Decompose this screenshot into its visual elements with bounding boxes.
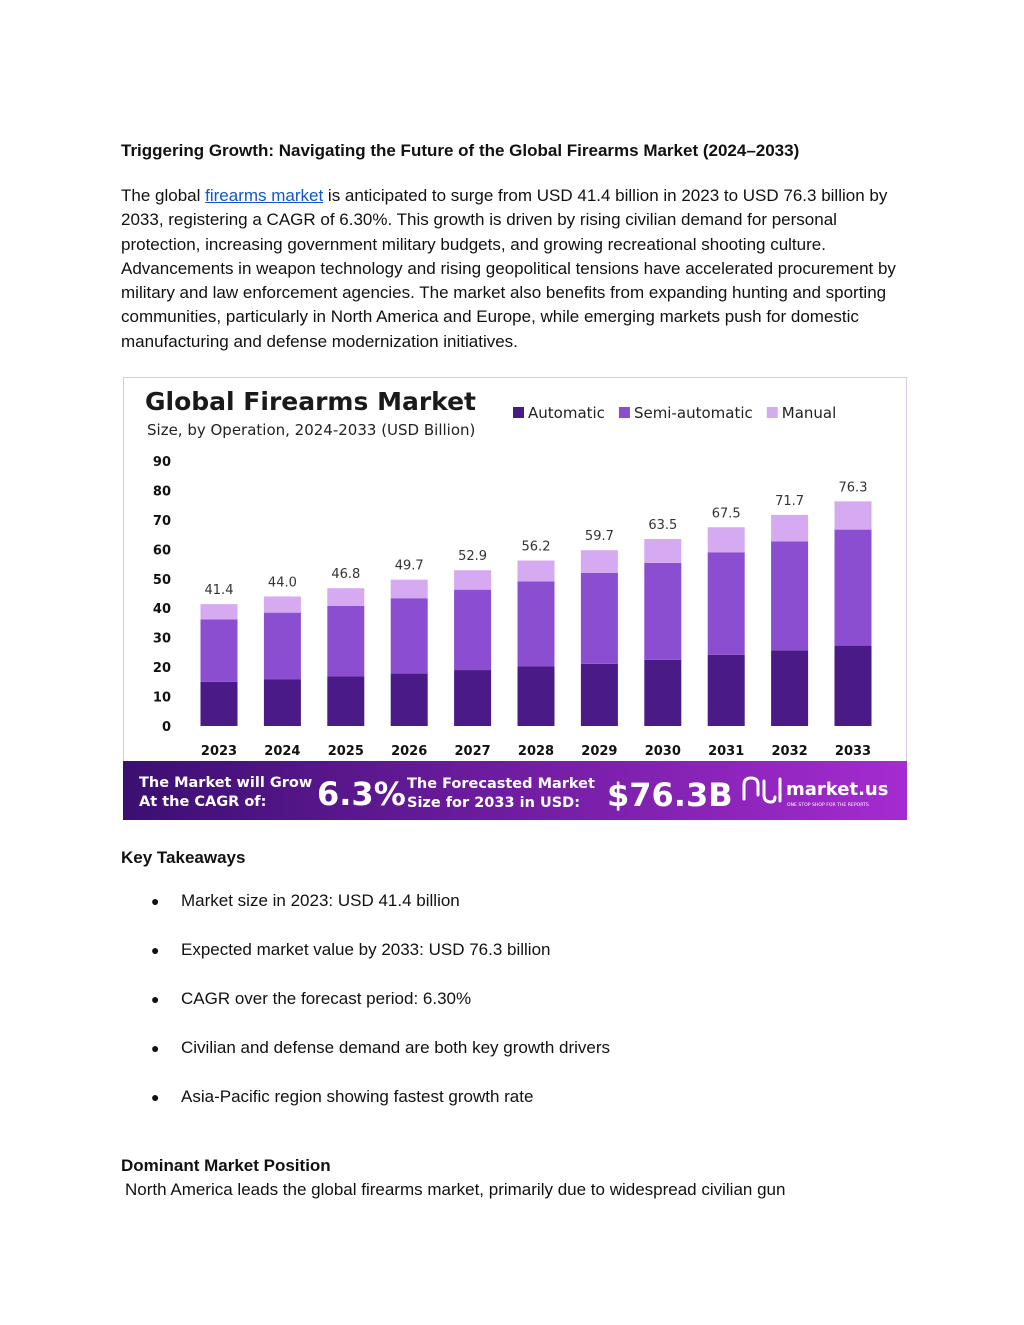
list-item [121,987,610,1036]
bar-segment-manual [454,570,491,589]
banner-grow-line2: At the CAGR of: [139,794,267,810]
y-tick-label: 60 [152,543,171,559]
legend-swatch [619,407,630,418]
list-item [121,1085,610,1134]
bar-total-label: 67.5 [711,506,741,522]
intro-text-start: The global [121,186,206,205]
bar-segment-manual [581,550,618,573]
list-item-text: Market size in 2023: USD 41.4 billion [181,891,460,910]
banner-forecast-value: $76.3B [607,776,733,814]
bar-segment-semi-automatic [835,530,872,646]
bar-segment-manual [771,515,808,542]
x-tick-label: 2028 [517,744,555,759]
x-tick-label: 2027 [454,744,491,759]
y-tick-label: 80 [152,484,171,500]
bar-segment-automatic [644,660,681,726]
list-item-text: Asia-Pacific region showing fastest growth rate [181,1087,534,1106]
x-tick-label: 2025 [327,744,364,759]
bar-segment-semi-automatic [708,552,745,654]
market-us-tagline: ONE STOP SHOP FOR THE REPORTS [787,803,869,808]
bar-segment-semi-automatic [264,613,301,680]
list-item-text: CAGR over the forecast period: 6.30% [181,989,472,1008]
bar-segment-manual [201,604,238,619]
bar-segment-automatic [518,667,555,726]
legend-label: Manual [781,404,837,422]
list-item [121,1036,610,1085]
bar-segment-manual [327,588,364,606]
bar-total-label: 46.8 [331,567,361,583]
banner-forecast-line2: Size for 2033 in USD: [407,795,581,811]
dominant-market-heading: Dominant Market Position [121,1156,331,1175]
legend-label: Semi-automatic [633,404,753,422]
bar-segment-semi-automatic [644,563,681,660]
bar-total-label: 52.9 [458,549,488,565]
y-tick-label: 30 [152,631,171,647]
bullet-icon: ● [151,1089,160,1105]
bullet-icon: ● [151,942,160,958]
y-tick-label: 10 [152,690,171,706]
x-tick-label: 2023 [200,744,238,759]
bar-segment-manual [391,580,428,599]
bar-segment-manual [644,539,681,563]
bar-segment-semi-automatic [454,590,491,670]
list-item-text: Expected market value by 2033: USD 76.3 billion [181,940,551,959]
key-takeaways-heading: Key Takeaways [121,848,246,867]
x-tick-label: 2032 [771,744,808,759]
y-tick-label: 0 [161,720,171,735]
banner-forecast-line1: The Forecasted Market [407,776,595,792]
bar-segment-automatic [264,679,301,726]
y-tick-label: 90 [152,455,171,470]
bar-segment-manual [518,561,555,582]
cagr-banner [123,761,907,820]
x-tick-label: 2029 [581,744,618,759]
bar-total-label: 71.7 [775,493,805,509]
bar-segment-manual [708,527,745,552]
intro-text-rest: is anticipated to surge from USD 41.4 billion in 2023 to USD 76.3 billion by 2033, registering a CAGR of 6.30%. This growth is driven by rising civilian demand for personal protection, increasing government military budgets, and growing recreational shooting culture. Advancements in weapon technology and rising geopolitical tensions have accelerated procurement by military and law enforcement agencies. The market also benefits from expanding hunting and sporting communities, particularly in North America and Europe, while emerging markets push for domestic manufacturing and defense modernization initiatives. [121,186,896,351]
bar-segment-manual [835,501,872,529]
bar-segment-automatic [835,646,872,726]
legend-swatch [513,407,524,418]
bar-segment-automatic [454,670,491,726]
bar-total-label: 44.0 [267,575,297,591]
list-item-text: Civilian and defense demand are both key growth drivers [181,1038,611,1057]
bar-segment-automatic [581,664,618,726]
bar-segment-semi-automatic [327,606,364,677]
bar-total-label: 56.2 [521,539,551,555]
chart-title: Global Firearms Market [145,387,477,416]
market-us-logo-text: market.us [786,779,889,800]
y-tick-label: 20 [152,661,171,677]
y-tick-label: 40 [152,602,171,618]
dominant-market-paragraph: North America leads the global firearms market, primarily due to widespread civilian gun [125,1180,786,1199]
x-tick-label: 2031 [708,744,745,759]
bar-segment-automatic [708,655,745,726]
bar-total-label: 59.7 [584,529,614,545]
bar-segment-semi-automatic [201,619,238,681]
list-item [121,938,610,987]
intro-paragraph [121,184,911,354]
chart-subtitle: Size, by Operation, 2024-2033 (USD Billion) [147,421,476,439]
x-tick-label: 2024 [264,744,301,759]
y-tick-label: 70 [152,513,171,529]
legend-swatch [767,407,778,418]
bar-segment-manual [264,596,301,612]
legend-label: Automatic [528,404,605,422]
list-item [121,889,610,938]
bar-segment-semi-automatic [391,598,428,673]
bar-total-label: 76.3 [838,480,868,496]
bar-total-label: 41.4 [204,583,234,599]
bullet-icon: ● [151,1040,160,1056]
chart-legend [513,404,836,422]
y-tick-label: 50 [152,572,171,588]
bar-segment-semi-automatic [518,581,555,666]
firearms-market-link[interactable]: firearms market [205,186,324,205]
x-tick-label: 2033 [834,744,872,759]
document-title: Triggering Growth: Navigating the Future of the Global Firearms Market (2024–2033) [121,141,800,160]
bullet-icon: ● [151,991,160,1007]
bar-total-label: 49.7 [394,558,424,574]
x-tick-label: 2030 [644,744,681,759]
bar-segment-semi-automatic [581,573,618,664]
banner-cagr-value: 6.3% [317,775,406,813]
banner-grow-line1: The Market will Grow [139,775,313,791]
bar-segment-automatic [391,674,428,726]
market-infographic [123,377,907,820]
bar-segment-automatic [327,677,364,726]
bullet-icon: ● [151,893,160,909]
key-takeaways-list [121,889,610,1134]
x-tick-label: 2026 [391,744,428,759]
bar-total-label: 63.5 [648,518,678,534]
bar-segment-semi-automatic [771,541,808,650]
bar-segment-automatic [201,682,238,726]
bar-segment-automatic [771,650,808,726]
